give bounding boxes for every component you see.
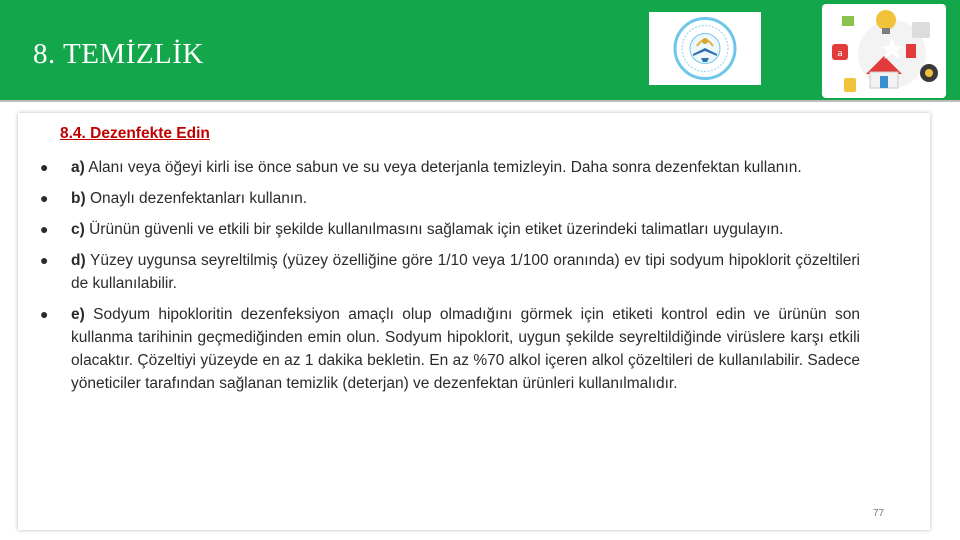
bullet-dot-icon: ● xyxy=(40,159,49,175)
section-subtitle: 8.4. Dezenfekte Edin xyxy=(60,125,210,142)
seal-emblem-icon xyxy=(649,12,761,85)
bullet-dot-icon: ● xyxy=(40,190,49,206)
item-letter: a) xyxy=(71,159,85,176)
item-text: Sodyum hipokloritin dezenfeksiyon amaçlı olup olmadığını görmek için etiketi kontrol edin ve ürünün son kullanma tarihinin geçmediğinden emin olun. Sodyum hipoklorit, uygun şekilde seyreltildiğinde virüslere karşı etkili olacaktır. Çözeltiyi yüzeyde en az 1 dakika bekletin. En az %70 alkol içeren alkol çözeltileri de kullanılabilir. Sadece yöneticiler tarafından sağlanan temizlik (deterjan) ve dezenfektan ürünleri kullanılmalıdır. xyxy=(71,306,860,392)
item-text: Yüzey uygunsa seyreltilmiş (yüzey özelliğine göre 1/10 veya 1/100 oranında) ev tipi sodyum hipoklorit çözeltileri de kullanılabilir. xyxy=(71,252,860,292)
bullet-dot-icon: ● xyxy=(40,252,49,268)
list-item xyxy=(38,249,860,295)
institution-seal-logo xyxy=(649,12,761,85)
page-number: 77 xyxy=(873,508,885,519)
bullet-dot-icon: ● xyxy=(40,306,49,322)
item-letter: d) xyxy=(71,252,86,269)
list-item xyxy=(38,187,860,210)
list-item xyxy=(38,156,860,179)
list-item xyxy=(38,303,860,395)
item-text: Ürünün güvenli ve etkili bir şekilde kullanılmasını sağlamak için etiket üzerindeki talimatları uygulayın. xyxy=(84,221,784,238)
slide-title: 8. TEMİZLİK xyxy=(33,38,204,70)
svg-text:a: a xyxy=(837,49,843,59)
item-letter: e) xyxy=(71,306,85,323)
header-bar xyxy=(0,0,960,102)
school-hygiene-icons-illustration xyxy=(822,4,946,98)
bullet-dot-icon: ● xyxy=(40,221,49,237)
school-hygiene-icon xyxy=(822,4,946,98)
instruction-list xyxy=(38,156,860,403)
item-letter: b) xyxy=(71,190,86,207)
item-text: Alanı veya öğeyi kirli ise önce sabun ve su veya deterjanla temizleyin. Daha sonra dezenfektan kullanın. xyxy=(84,159,802,176)
item-text: Onaylı dezenfektanları kullanın. xyxy=(85,190,308,207)
item-letter: c) xyxy=(71,221,85,238)
list-item xyxy=(38,218,860,241)
